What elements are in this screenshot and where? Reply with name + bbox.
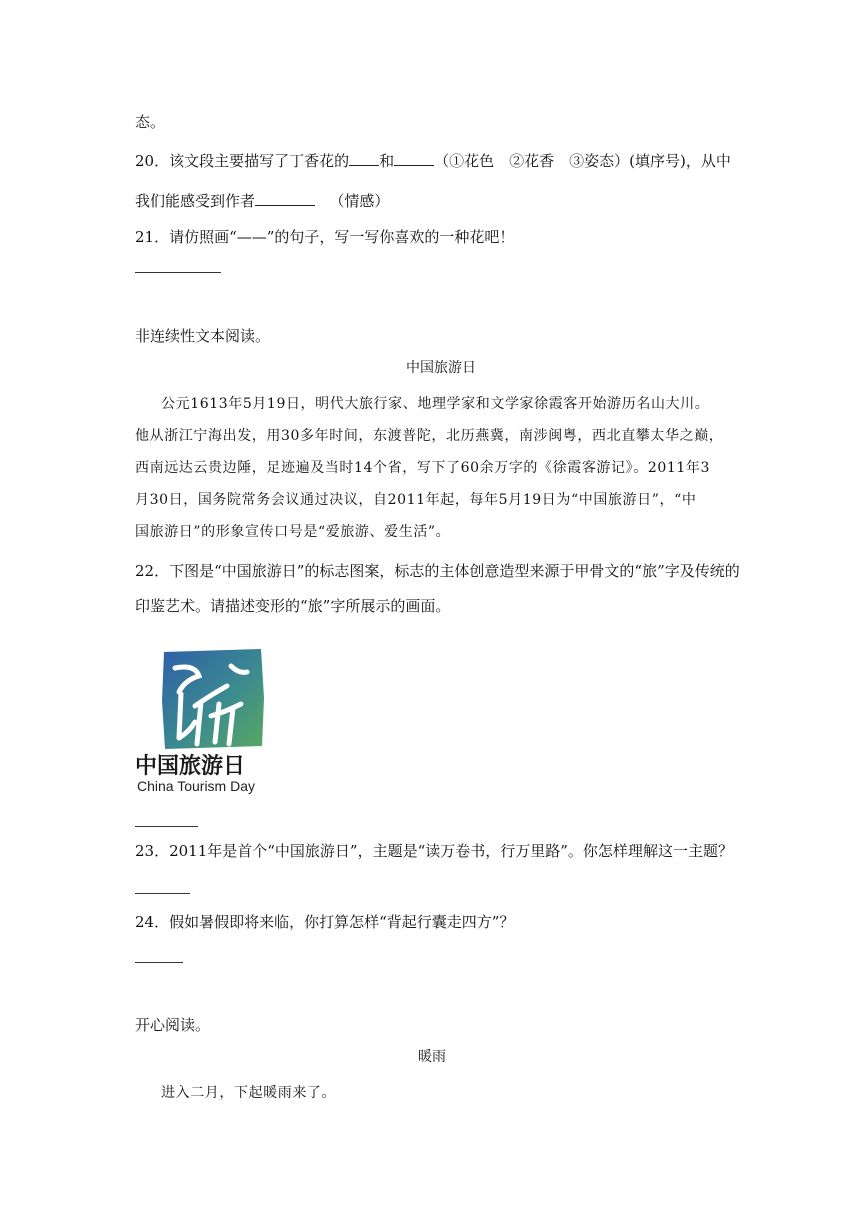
question-22-line1: 22．下图是“中国旅游日”的标志图案，标志的主体创意造型来源于甲骨文的“旅”字及传统的 (135, 562, 740, 580)
passage-line: 国旅游日”的形象宣传口号是“爱旅游、爱生活”。 (135, 524, 451, 540)
question-20-options: （①花色 ②花香 ③姿态）(填序号)，从中 (434, 152, 731, 170)
logo-english-text: China Tourism Day (137, 778, 256, 794)
passage-line: 进入二月，下起暖雨来了。 (161, 1085, 337, 1101)
question-24: 24．假如暑假即将来临，你打算怎样“背起行囊走四方”？ (135, 913, 515, 931)
logo-seal-icon (135, 646, 295, 796)
text-line: 态。 (135, 113, 166, 131)
question-20-text: 我们能感受到作者 (135, 192, 256, 210)
passage-line: 月30日，国务院常务会议通过决议，自2011年起，每年5月19日为“中国旅游日”，“中 (135, 492, 697, 508)
question-21: 21．请仿照画“——”的句子，写一写你喜欢的一种花吧！ (135, 228, 515, 246)
question-20-text: （情感） (329, 192, 390, 210)
passage-title: 暖雨 (418, 1049, 446, 1065)
answer-blank[interactable] (394, 150, 434, 166)
answer-line[interactable] (135, 893, 190, 894)
question-22-line2: 印鉴艺术。请描述变形的“旅”字所展示的画面。 (135, 597, 451, 615)
question-20-line1 (135, 150, 731, 171)
question-23: 23．2011年是首个“中国旅游日”，主题是“读万卷书，行万里路”。你怎样理解这一主题？ (135, 842, 733, 860)
question-20-text: 和 (379, 152, 395, 170)
passage-title: 中国旅游日 (406, 360, 476, 376)
answer-blank[interactable] (255, 190, 315, 206)
passage-line: 西南远达云贵边陲，足迹遍及当时14个省，写下了60余万字的《徐霞客游记》。2011年3 (135, 460, 710, 476)
question-20-line2 (135, 190, 389, 211)
question-20-text: 20．该文段主要描写了丁香花的 (135, 152, 350, 170)
answer-line[interactable] (135, 826, 198, 827)
answer-line[interactable] (135, 272, 221, 273)
passage-line: 公元1613年5月19日，明代大旅行家、地理学家和文学家徐霞客开始游历名山大川。 (161, 396, 710, 412)
answer-blank[interactable] (349, 150, 379, 166)
answer-line[interactable] (135, 962, 183, 963)
logo-chinese-text: 中国旅游日 (135, 754, 246, 779)
china-tourism-day-logo (135, 646, 295, 796)
section-heading: 开心阅读。 (135, 1016, 211, 1034)
section-heading: 非连续性文本阅读。 (135, 327, 271, 345)
passage-line: 他从浙江宁海出发，用30多年时间，东渡普陀，北历燕冀，南涉闽粤，西北直攀太华之巅， (135, 428, 724, 444)
